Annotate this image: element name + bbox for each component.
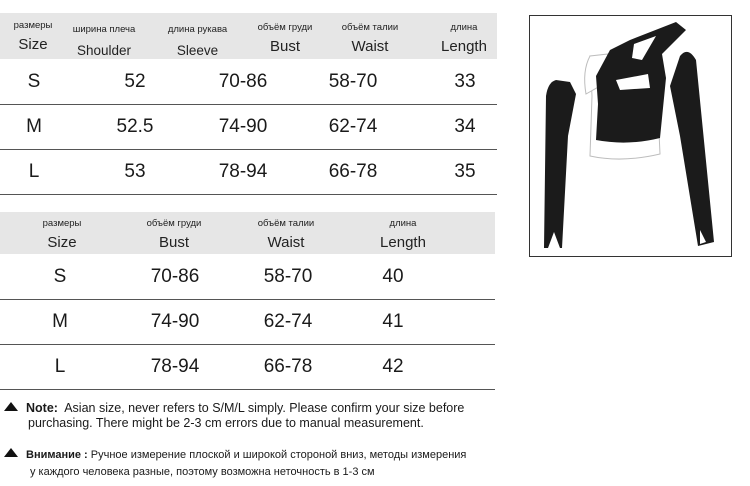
crop-top-illustration [530, 16, 731, 256]
cell-size: L [28, 161, 40, 182]
header-ru: объём талии [257, 218, 315, 229]
cell-size: M [26, 116, 42, 137]
header-size [22, 218, 102, 252]
table-header [0, 13, 497, 59]
note-line: Asian size, never refers to S/M/L simply. Please confirm your size before [64, 401, 465, 415]
header-en: Bust [158, 234, 189, 251]
header-en: Size [47, 234, 77, 251]
header-waist [244, 218, 328, 252]
header-ru: размеры [13, 20, 53, 31]
header-en: Waist [351, 38, 389, 55]
cell-length: 33 [454, 71, 476, 92]
product-image [529, 15, 732, 257]
note-russian [4, 447, 514, 481]
header-ru: объём груди [146, 218, 202, 229]
header-ru: объём груди [257, 22, 313, 33]
cell-waist: 66-78 [328, 161, 378, 182]
cell-bust: 74-90 [150, 311, 200, 332]
cell-length: 40 [382, 266, 404, 287]
header-ru: размеры [42, 218, 82, 229]
table-row [0, 255, 495, 300]
header-bust [132, 218, 216, 252]
note-line: Ручное измерение плоской и широкой стороной вниз, методы измерения [90, 449, 467, 461]
cell-length: 34 [454, 116, 476, 137]
triangle-icon [4, 448, 18, 457]
table-row [0, 345, 495, 390]
size-table-2 [0, 212, 495, 389]
header-en: Sleeve [176, 43, 219, 58]
triangle-icon [4, 402, 18, 411]
header-en: Shoulder [76, 43, 132, 58]
header-en: Length [380, 234, 426, 251]
header-ru: ширина плеча [72, 24, 136, 35]
header-shoulder [66, 24, 142, 60]
cell-shoulder: 52 [124, 71, 146, 92]
header-size [0, 20, 66, 54]
header-waist [329, 22, 411, 56]
header-sleeve [160, 24, 235, 60]
header-ru: длина [389, 218, 417, 229]
cell-length: 35 [454, 161, 476, 182]
header-en: Length [441, 38, 487, 55]
cell-waist: 58-70 [328, 71, 378, 92]
cell-bust: 70-86 [218, 71, 268, 92]
table-row [0, 300, 495, 345]
size-table-1 [0, 13, 497, 195]
cell-length: 42 [382, 356, 404, 377]
cell-bust: 70-86 [150, 266, 200, 287]
header-en: Bust [269, 38, 300, 55]
header-length [365, 218, 441, 252]
table-row [0, 105, 497, 150]
cell-bust: 78-94 [150, 356, 200, 377]
header-bust [243, 22, 327, 56]
header-en: Size [18, 36, 48, 53]
cell-size: S [53, 266, 67, 287]
cell-waist: 62-74 [328, 116, 378, 137]
note-line: purchasing. There might be 2-3 cm errors due to manual measurement. [28, 416, 424, 430]
cell-size: M [52, 311, 68, 332]
table-row [0, 60, 497, 105]
cell-size: L [54, 356, 66, 377]
header-en: Waist [267, 234, 305, 251]
cell-shoulder: 52.5 [116, 116, 154, 137]
cell-size: S [27, 71, 41, 92]
header-length [426, 22, 502, 56]
header-ru: длина [450, 22, 478, 33]
note-label: Note: [26, 401, 58, 415]
cell-bust: 78-94 [218, 161, 268, 182]
note-line: у каждого человека разные, поэтому возможна неточность в 1-3 см [30, 466, 375, 478]
table-row [0, 150, 497, 195]
cell-length: 41 [382, 311, 404, 332]
note-english [4, 401, 514, 431]
header-ru: объём талии [341, 22, 399, 33]
cell-shoulder: 53 [124, 161, 146, 182]
header-ru: длина рукава [167, 24, 228, 35]
cell-bust: 74-90 [218, 116, 268, 137]
cell-waist: 62-74 [263, 311, 313, 332]
note-label: Внимание : [26, 449, 88, 461]
cell-waist: 58-70 [263, 266, 313, 287]
cell-waist: 66-78 [263, 356, 313, 377]
table-header [0, 212, 495, 254]
